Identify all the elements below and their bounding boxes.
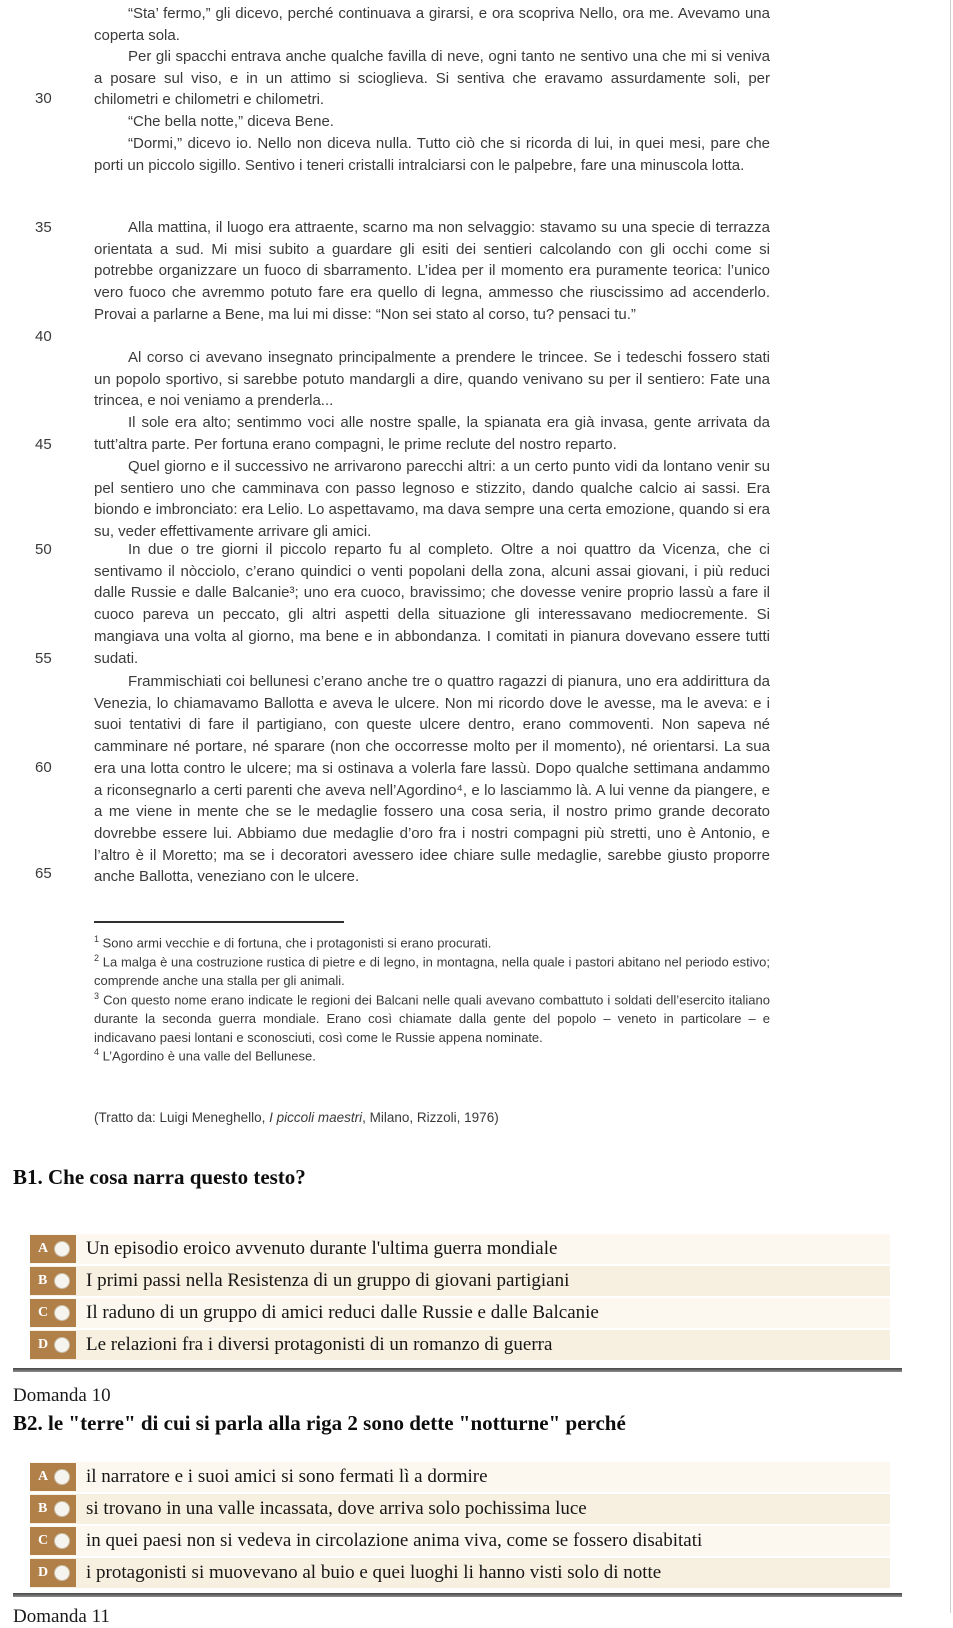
page-edge-line bbox=[950, 0, 951, 1613]
radio-button-icon[interactable] bbox=[54, 1565, 70, 1581]
answer-option-row[interactable] bbox=[30, 1266, 890, 1296]
answer-option-row[interactable] bbox=[30, 1330, 890, 1360]
radio-button-icon[interactable] bbox=[54, 1273, 70, 1289]
option-letter: D bbox=[38, 1565, 49, 1580]
radio-button-icon[interactable] bbox=[54, 1533, 70, 1549]
option-letter: D bbox=[38, 1337, 49, 1352]
radio-button-icon[interactable] bbox=[54, 1305, 70, 1321]
passage-paragraph: Quel giorno e il successivo ne arrivarono parecchi altri: a un certo punto vidi da lontano venir su pel sentiero uno che camminava con passo legnoso e stizzito, dando qualche calcio ai sassi. Era biondo e imbronciato: era Lelio. Lo aspettavamo, ma dava sempre una certa emozione, quando si era su, veder effettivamente arrivare gli amici. bbox=[94, 458, 770, 541]
question-b2-options bbox=[30, 1462, 890, 1590]
option-letter: A bbox=[38, 1241, 49, 1256]
question-b1-heading: B1. Che cosa narra questo testo? bbox=[13, 1165, 306, 1189]
footnote bbox=[94, 1043, 770, 1066]
footnote-number: 2 bbox=[94, 953, 100, 963]
next-section-partial: Domanda 11 bbox=[13, 1606, 110, 1627]
footnote-number: 3 bbox=[94, 991, 100, 1001]
option-letter-badge[interactable] bbox=[30, 1559, 76, 1587]
section-divider bbox=[13, 1368, 902, 1372]
source-title: I piccoli maestri bbox=[269, 1109, 363, 1125]
option-text: Le relazioni fra i diversi protagonisti di un romanzo di guerra bbox=[86, 1334, 553, 1355]
line-number: 45 bbox=[35, 436, 52, 453]
footnote-text: L’Agordino è una valle del Bellunese. bbox=[102, 1048, 316, 1064]
footnote bbox=[94, 949, 770, 991]
passage-paragraph: “Dormi,” dicevo io. Nello non diceva nulla. Tutto ciò che si ricorda di lui, in quei mesi, pare che porti un piccolo sigillo. Sentivo i teneri cristalli intralciarsi con le palpebre, fare una minuscola lotta. bbox=[94, 135, 770, 174]
answer-option-row[interactable] bbox=[30, 1234, 890, 1264]
answer-option-row[interactable] bbox=[30, 1462, 890, 1492]
option-letter: A bbox=[38, 1469, 49, 1484]
option-letter-badge[interactable] bbox=[30, 1495, 76, 1523]
answer-option-row[interactable] bbox=[30, 1526, 890, 1556]
answer-option-row[interactable] bbox=[30, 1298, 890, 1328]
radio-button-icon[interactable] bbox=[54, 1241, 70, 1257]
footnote-text: Sono armi vecchie e di fortuna, che i protagonisti si erano procurati. bbox=[102, 935, 492, 951]
footnote-number: 1 bbox=[94, 934, 100, 944]
passage-paragraph: “Sta’ fermo,” gli dicevo, perché continuava a girarsi, e ora scopriva Nello, ora me. Avevamo una coperta sola. bbox=[94, 5, 770, 44]
line-number: 55 bbox=[35, 650, 52, 667]
passage-paragraph: In due o tre giorni il piccolo reparto fu al completo. Oltre a noi quattro da Vicenza, che ci sentivamo il nòcciolo, c’erano quindici o venti popolani della zona, alcuni assai giovani, i più reduci dalle Russie e dalle Balcanie³; uno era cuoco, bravissimo; che dovesse venire proprio lassù a fare il cuoco pareva un peccato, gli altri aspetti della situazione gli interessavano mediocremente. Si mangiava una volta al giorno, ma bene e in abbondanza. I comitati in pianura dovevano essere tutti sudati. bbox=[94, 541, 770, 667]
option-letter: B bbox=[38, 1273, 48, 1288]
source-citation bbox=[94, 1110, 794, 1125]
footnote-separator bbox=[94, 921, 344, 923]
answer-option-row[interactable] bbox=[30, 1558, 890, 1588]
option-letter-badge[interactable] bbox=[30, 1463, 76, 1491]
line-number: 60 bbox=[35, 759, 52, 776]
radio-button-icon[interactable] bbox=[54, 1337, 70, 1353]
line-number: 30 bbox=[35, 90, 52, 107]
option-letter-badge[interactable] bbox=[30, 1235, 76, 1263]
option-text: Il raduno di un gruppo di amici reduci dalle Russie e dalle Balcanie bbox=[86, 1302, 599, 1323]
passage-paragraph: Per gli spacchi entrava anche qualche favilla di neve, ogni tanto ne sentivo una che mi si veniva a posare sul viso, e in un attimo si scioglieva. Si sentiva che eravamo assurdamente soli, per chilometri e chilometri e chilometri. bbox=[94, 48, 770, 109]
question-b1-options bbox=[30, 1234, 890, 1362]
bottom-divider bbox=[13, 1593, 902, 1597]
footnote bbox=[94, 987, 770, 1048]
option-letter-badge[interactable] bbox=[30, 1527, 76, 1555]
option-letter: C bbox=[38, 1533, 49, 1548]
line-number: 35 bbox=[35, 219, 52, 236]
radio-button-icon[interactable] bbox=[54, 1469, 70, 1485]
line-number: 50 bbox=[35, 541, 52, 558]
option-letter: C bbox=[38, 1305, 49, 1320]
source-pre: (Tratto da: Luigi Meneghello, bbox=[94, 1109, 270, 1125]
line-number: 40 bbox=[35, 328, 52, 345]
footnote-text: Con questo nome erano indicate le regioni dei Balcani nelle quali avevano combattuto i soldati dell’esercito italiano durante la seconda guerra mondiale. Erano così chiamate dalla gente del popolo – veneto in particolare – e indicavano paesi lontani e sconosciuti, così come le Russie appena nominate. bbox=[94, 992, 770, 1045]
option-letter-badge[interactable] bbox=[30, 1331, 76, 1359]
question-b2-heading: B2. le "terre" di cui si parla alla riga 2 sono dette "notturne" perché bbox=[13, 1411, 626, 1435]
footnote-number: 4 bbox=[94, 1047, 100, 1057]
option-text: I primi passi nella Resistenza di un gruppo di giovani partigiani bbox=[86, 1270, 570, 1291]
option-text: Un episodio eroico avvenuto durante l'ultima guerra mondiale bbox=[86, 1238, 558, 1259]
source-post: , Milano, Rizzoli, 1976) bbox=[362, 1109, 499, 1125]
footnote-text: La malga è una costruzione rustica di pietre e di legno, in montagna, nella quale i pastori abitano nel periodo estivo; comprende anche una stalla per gli animali. bbox=[94, 954, 770, 989]
answer-option-row[interactable] bbox=[30, 1494, 890, 1524]
option-letter-badge[interactable] bbox=[30, 1267, 76, 1295]
passage-paragraph: Frammischiati coi bellunesi c’erano anche tre o quattro ragazzi di pianura, uno era addirittura da Venezia, lo chiamavamo Ballotta e aveva le ulcere. Non mi ricordo dove le avesse, ma le aveva: e i suoi tentativi di fare il partigiano, con queste ulcere dentro, erano commoventi. Non sapeva né camminare né portare, né sparare (non che occorresse molto per il momento), né orientarsi. La sua era una lotta contro le ulcere; ma si ostinava a volerla fare lassù. Dopo qualche settimana andammo a riconsegnarlo a certi parenti che aveva nell’Agordino⁴, e lo lasciammo là. A lui venne da piangere, e a me viene in mente che se le medaglie fossero una cosa seria, il nostro primo grande decorato dovrebbe essere lui. Abbiamo due medaglie d’oro fra i nostri compagni più stretti, uno è Antonio, e l’altro è il Moretto; ma se i decoratori avessero idee chiare sulle medaglie, sarebbe giusto proporre anche Ballotta, veneziano con le ulcere. bbox=[94, 673, 770, 886]
line-number: 65 bbox=[35, 865, 52, 882]
option-text: si trovano in una valle incassata, dove arriva solo pochissima luce bbox=[86, 1498, 587, 1519]
option-letter: B bbox=[38, 1501, 48, 1516]
domanda-label: Domanda 10 bbox=[13, 1385, 111, 1406]
passage-paragraph: Il sole era alto; sentimmo voci alle nostre spalle, la spianata era già invasa, gente arrivata da tutt’altra parte. Per fortuna erano compagni, le prime reclute del nostro reparto. bbox=[94, 414, 770, 453]
option-text: i protagonisti si muovevano al buio e quei luoghi li hanno visti solo di notte bbox=[86, 1562, 662, 1583]
passage-paragraph: “Che bella notte,” diceva Bene. bbox=[128, 113, 334, 130]
option-text: in quei paesi non si vedeva in circolazione anima viva, come se fossero disabitati bbox=[86, 1530, 703, 1551]
radio-button-icon[interactable] bbox=[54, 1501, 70, 1517]
option-text: il narratore e i suoi amici si sono fermati lì a dormire bbox=[86, 1466, 488, 1487]
option-letter-badge[interactable] bbox=[30, 1299, 76, 1327]
passage-paragraph: Al corso ci avevano insegnato principalmente a prendere le trincee. Se i tedeschi fossero stati un popolo sportivo, si sarebbe potuto mandargli a dire, quando venivano su per il sentiero: Fate una trincea, e noi veniamo a prenderla... bbox=[94, 349, 770, 410]
passage-paragraph: Alla mattina, il luogo era attraente, scarno ma non selvaggio: stavamo su una specie di terrazza orientata a sud. Mi misi subito a guardare gli esiti dei sentieri calcolando con gli occhi come si potrebbe organizzare un fuoco di sbarramento. L’idea per il momento era puramente teorica: l’unico vero fuoco che avremmo potuto fare era quello di legna, ammesso che riuscissimo ad accenderlo. Provai a parlarne a Bene, ma lui mi disse: “Non sei stato al corso, tu? pensaci tu.” bbox=[94, 219, 770, 323]
